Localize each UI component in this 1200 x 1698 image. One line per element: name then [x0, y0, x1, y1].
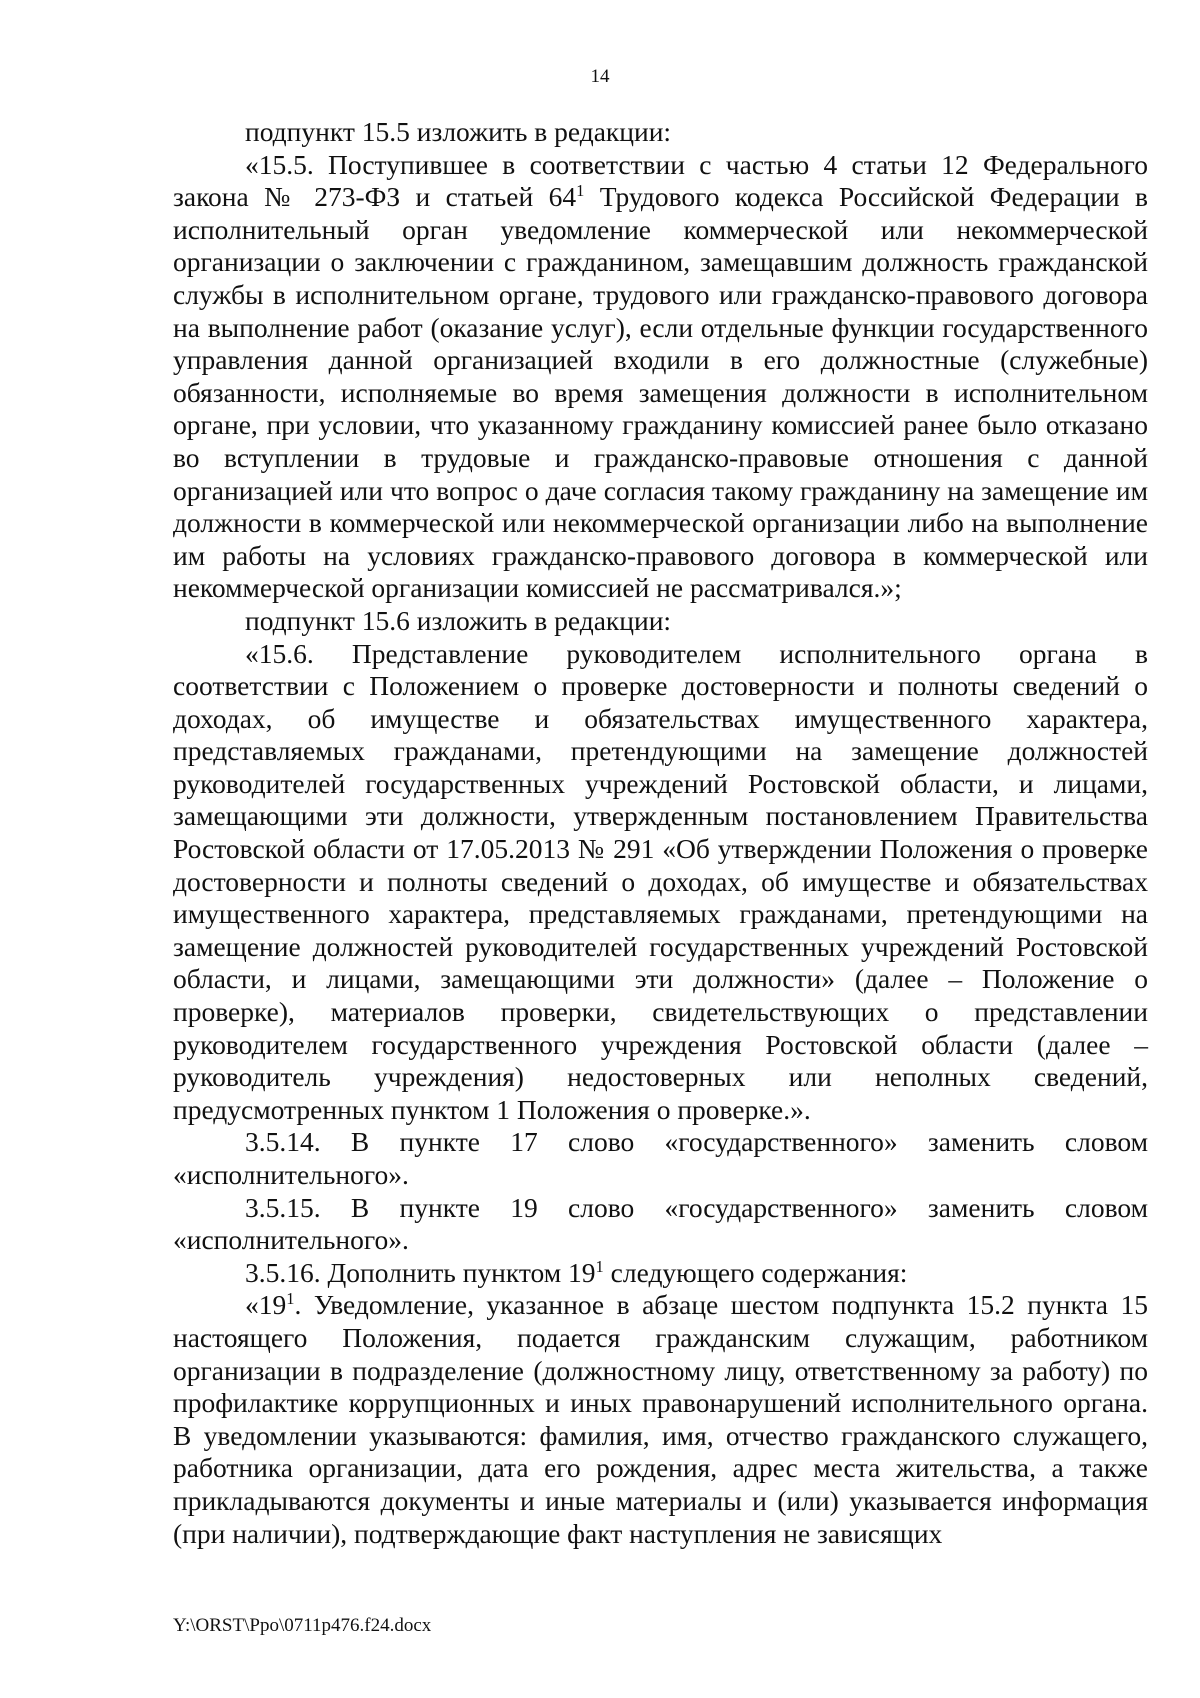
paragraph-3-text: подпункт 15.6 изложить в редакции:	[245, 604, 672, 636]
paragraph-1-text: подпункт 15.5 изложить в редакции:	[245, 116, 672, 147]
paragraph-5	[173, 1126, 1148, 1191]
superscript: 1	[595, 1256, 604, 1276]
paragraph-7-text: 3.5.16. Дополнить пунктом 19	[245, 1256, 596, 1288]
paragraph-2-text-cont: Трудового кодекса Российской Федерации в исполнительный орган уведомление коммерческой или некоммерческой организации о заключении с гражданином, замещавшим должность гражданской службы в исполнительном органе, трудового или гражданско-правового договора на выполнение работ (оказание услуг), если отдельные функции государственного управления данной организацией входили в его должностные (служебные) обязанности, исполняемые во время замещения должности в исполнительном органе, при условии, что указанному гражданину комиссией ранее было отказано во вступлении в трудовые и гражданско-правовые отношения с данной организацией или что вопрос о даче согласия такому гражданину на замещение им должности в коммерческой или некоммерческой организации либо на выполнение им работы на условиях гражданско-правового договора в коммерческой или некоммерческой организации комиссией не рассматривался.»;	[173, 181, 1148, 604]
page-number: 14	[590, 66, 610, 87]
paragraph-3	[173, 605, 1148, 638]
paragraph-4-text: «15.6. Представление руководителем исполнительного органа в соответствии с Положением о проверке достоверности и полноты сведений о доходах, об имуществе и обязательствах имущественного характера, представляемых гражданами, претендующими на замещение должностей руководителей государственных учреждений Ростовской области, и лицами, замещающими эти должности, утвержденным постановлением Правительства Ростовской области от 17.05.2013 № 291 «Об утверждении Положения о проверке достоверности и полноты сведений о доходах, об имуществе и обязательствах имущественного характера, представляемых гражданами, претендующими на замещение должностей руководителей государственных учреждений Ростовской области, и лицами, замещающими эти должности» (далее – Положение о проверке), материалов проверки, свидетельствующих о представлении руководителем государственного учреждения Ростовской области (далее – руководитель учреждения) недостоверных или неполных сведений, предусмотренных пунктом 1 Положения о проверке.».	[173, 637, 1148, 1125]
paragraph-8-text: «19	[245, 1289, 287, 1321]
paragraph-8	[173, 1289, 1148, 1550]
paragraph-7	[173, 1257, 1148, 1290]
document-body	[173, 116, 1148, 1550]
superscript: 1	[286, 1289, 295, 1309]
paragraph-4	[173, 638, 1148, 1127]
paragraph-2	[173, 149, 1148, 605]
superscript: 1	[576, 181, 585, 201]
paragraph-5-text: 3.5.14. В пункте 17 слово «государственного» заменить словом «исполнительного».	[173, 1126, 1148, 1190]
paragraph-7-text-cont: следующего содержания:	[603, 1256, 908, 1288]
paragraph-2-text: «15.5. Поступившее в соответствии с частью 4 статьи 12 Федерального закона № 273-ФЗ и статьей 64	[173, 148, 1148, 213]
footer-file-path: Y:\ORST\Ppo\0711p476.f24.docx	[173, 1615, 432, 1636]
paragraph-6-text: 3.5.15. В пункте 19 слово «государственного» заменить словом «исполнительного».	[173, 1191, 1148, 1256]
paragraph-8-text-cont: . Уведомление, указанное в абзаце шестом подпункта 15.2 пункта 15 настоящего Положения, подается гражданским служащим, работником организации в подразделение (должностному лицу, ответственному за работу) по профилактике коррупционных и иных правонарушений исполнительного органа. В уведомлении указываются: фамилия, имя, отчество гражданского служащего, работника организации, дата его рождения, адрес места жительства, а также прикладываются документы и иные материалы и (или) указывается информация (при наличии), подтверждающие факт наступления не зависящих	[173, 1289, 1148, 1549]
paragraph-1	[173, 116, 1148, 149]
paragraph-6	[173, 1192, 1148, 1257]
